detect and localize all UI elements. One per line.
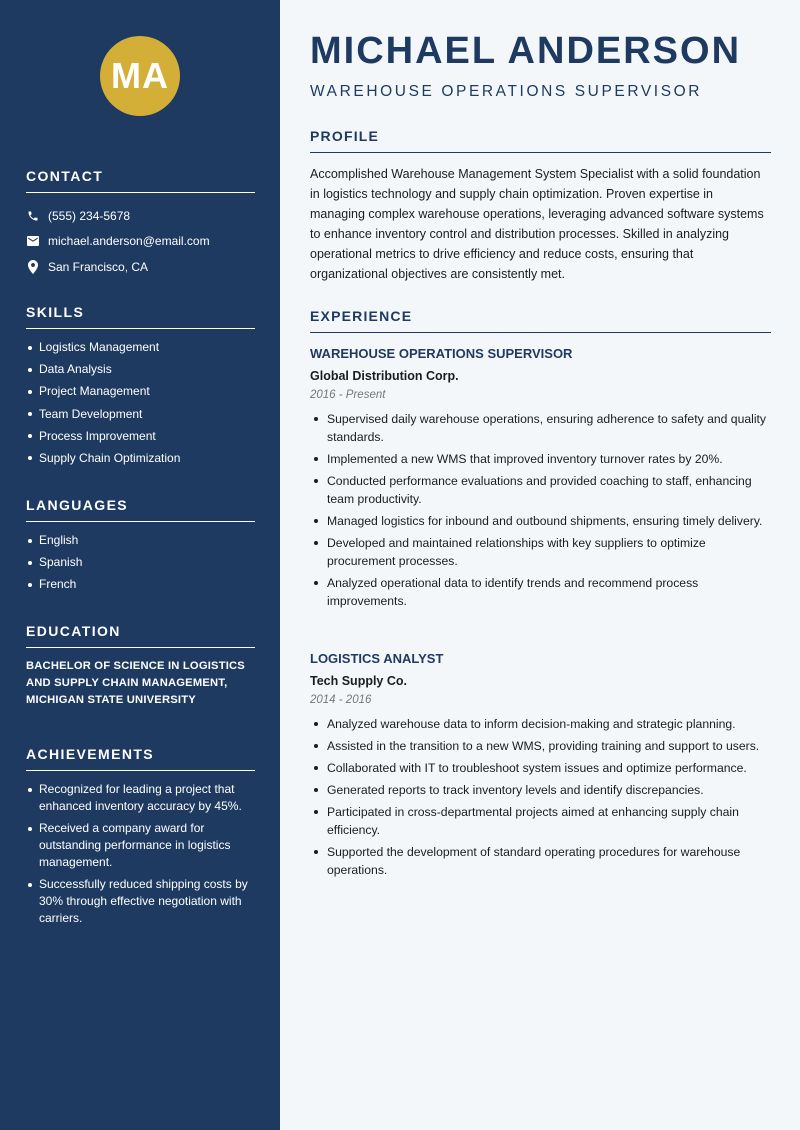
job-bullet: Generated reports to track inventory levels and identify discrepancies. xyxy=(310,781,771,799)
achievement-item: Received a company award for outstanding performance in logistics management. xyxy=(26,820,255,871)
skill-item: Project Management xyxy=(26,383,255,400)
job-entry xyxy=(310,651,771,883)
contact-section xyxy=(26,168,255,280)
profile-heading: PROFILE xyxy=(310,128,771,153)
achievement-item: Successfully reduced shipping costs by 30% through effective negotiation with carriers. xyxy=(26,876,255,927)
skill-item: Team Development xyxy=(26,406,255,423)
email-text: michael.anderson@email.com xyxy=(48,234,210,249)
job-dates: 2016 - Present xyxy=(310,389,386,401)
profile-text: Accomplished Warehouse Management System Specialist with a solid foundation in logistics technology and supply chain optimization. Proven expertise in managing complex warehouse operations, leveraging advanced software systems to enhance inventory control and distribution processes. Skilled in analyzing operational metrics to drive efficiency and reduce costs, ensuring that organizational objectives are consistently met. xyxy=(310,167,764,281)
contact-email xyxy=(26,229,255,255)
job-entry xyxy=(310,346,771,614)
job-bullet: Conducted performance evaluations and provided coaching to staff, enhancing team productivity. xyxy=(310,472,771,508)
languages-heading: LANGUAGES xyxy=(26,497,255,522)
education-section xyxy=(26,623,255,709)
job-bullet: Managed logistics for inbound and outbound shipments, ensuring timely delivery. xyxy=(310,512,771,530)
skills-section xyxy=(26,304,255,472)
achievements-heading: ACHIEVEMENTS xyxy=(26,746,255,771)
location-text: San Francisco, CA xyxy=(48,259,149,274)
job-dates: 2014 - 2016 xyxy=(310,694,372,706)
job-bullet: Assisted in the transition to a new WMS, providing training and support to users. xyxy=(310,737,771,755)
language-item: Spanish xyxy=(26,554,255,571)
avatar-initials: MA xyxy=(100,36,180,116)
contact-location xyxy=(26,254,255,280)
job-bullet: Collaborated with IT to troubleshoot system issues and optimize performance. xyxy=(310,759,771,777)
education-heading: EDUCATION xyxy=(26,623,255,648)
contact-phone xyxy=(26,203,255,229)
job-company: Tech Supply Co. xyxy=(310,674,407,688)
achievement-item: Recognized for leading a project that enhanced inventory accuracy by 45%. xyxy=(26,781,255,815)
job-bullet: Supported the development of standard operating procedures for warehouse operations. xyxy=(310,843,771,879)
job-bullet: Analyzed warehouse data to inform decision-making and strategic planning. xyxy=(310,715,771,733)
skill-item: Process Improvement xyxy=(26,428,255,445)
phone-text: (555) 234-5678 xyxy=(48,208,131,223)
sidebar xyxy=(0,0,280,1130)
job-title: WAREHOUSE OPERATIONS SUPERVISOR xyxy=(310,346,573,361)
job-bullet: Developed and maintained relationships with key suppliers to optimize procurement processes. xyxy=(310,534,771,570)
candidate-name: MICHAEL ANDERSON xyxy=(310,30,742,72)
job-bullets xyxy=(310,410,771,610)
job-bullet: Implemented a new WMS that improved inventory turnover rates by 20%. xyxy=(310,450,771,468)
envelope-icon xyxy=(26,234,40,248)
achievements-section xyxy=(26,746,255,933)
job-bullet: Participated in cross-departmental projects aimed at enhancing supply chain efficiency. xyxy=(310,803,771,839)
language-item: English xyxy=(26,532,255,549)
job-company: Global Distribution Corp. xyxy=(310,369,459,383)
map-pin-icon xyxy=(26,260,40,274)
skills-heading: SKILLS xyxy=(26,304,255,329)
job-title: LOGISTICS ANALYST xyxy=(310,651,444,666)
job-bullet: Supervised daily warehouse operations, ensuring adherence to safety and quality standards. xyxy=(310,410,771,446)
language-item: French xyxy=(26,576,255,593)
job-bullet: Analyzed operational data to identify trends and recommend process improvements. xyxy=(310,574,771,610)
languages-section xyxy=(26,497,255,599)
contact-list xyxy=(26,203,255,280)
languages-list xyxy=(26,532,255,593)
skill-item: Supply Chain Optimization xyxy=(26,450,255,467)
education-degree: BACHELOR OF SCIENCE IN LOGISTICS AND SUPPLY CHAIN MANAGEMENT, MICHIGAN STATE UNIVERSITY xyxy=(26,660,245,706)
achievements-list xyxy=(26,781,255,927)
skill-item: Logistics Management xyxy=(26,339,255,356)
contact-heading: CONTACT xyxy=(26,168,255,193)
skills-list xyxy=(26,339,255,467)
skill-item: Data Analysis xyxy=(26,361,255,378)
candidate-title: WAREHOUSE OPERATIONS SUPERVISOR xyxy=(310,83,703,100)
phone-icon xyxy=(26,209,40,223)
experience-heading: EXPERIENCE xyxy=(310,308,771,333)
job-bullets xyxy=(310,715,771,879)
